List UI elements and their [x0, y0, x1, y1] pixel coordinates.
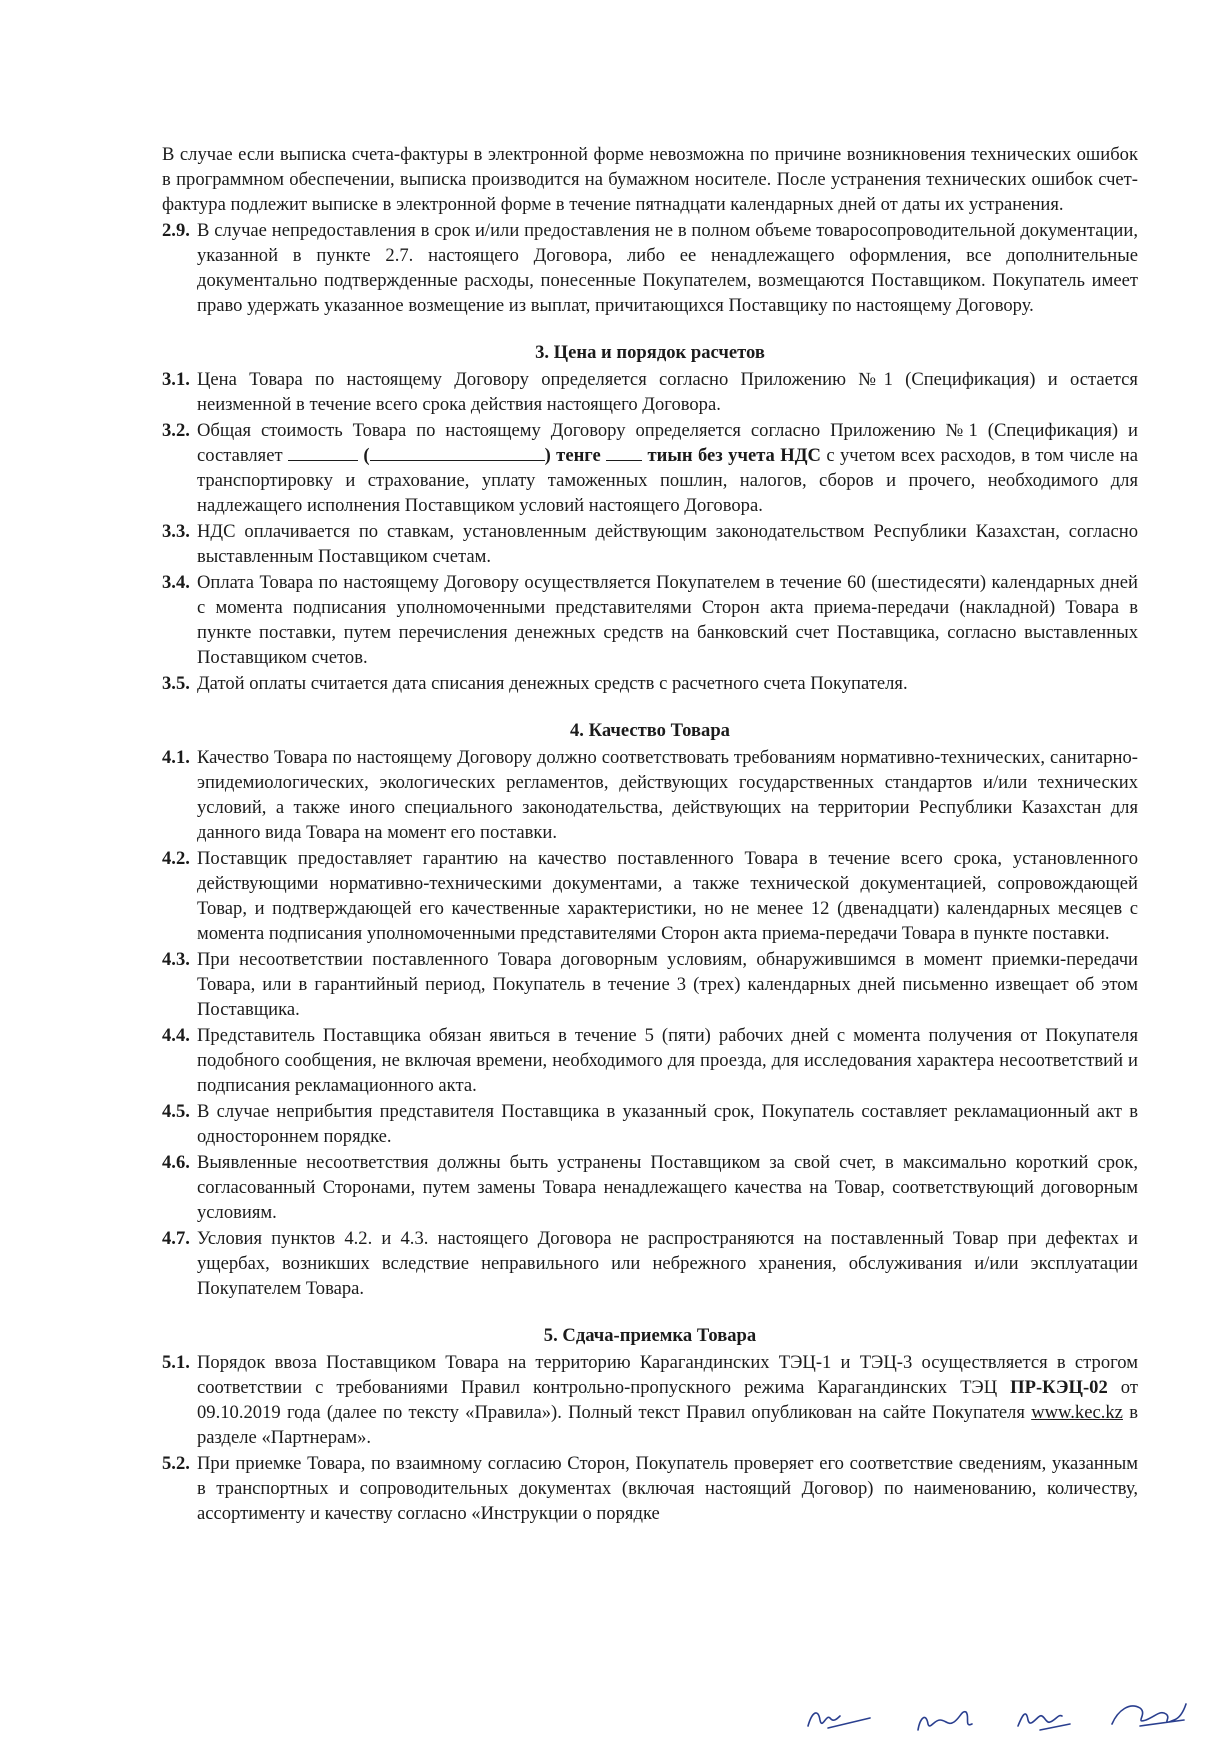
- clause-number: 3.3.: [162, 521, 190, 542]
- rules-code: ПР-КЭЦ-02: [1010, 1377, 1108, 1398]
- clause-text-e: с учетом всех расходов, в том числе на транспортировку и страхование, уплату таможенных пошлин, налогов, сборов и прочего, необходимого для надлежащего исполнения Поставщиком условий настоящего Договора.: [197, 445, 1138, 516]
- website-link[interactable]: www.kec.kz: [1031, 1402, 1123, 1423]
- clause-number: 3.1.: [162, 369, 190, 390]
- amount-blank: [288, 445, 358, 461]
- clause-3-5: [162, 671, 1138, 696]
- clause-number: 4.4.: [162, 1025, 190, 1046]
- section-5-heading: 5. Сдача-приемка Товара: [543, 1325, 757, 1346]
- clause-number: 3.5.: [162, 673, 190, 694]
- section-4-heading: 4. Качество Товара: [570, 720, 730, 741]
- signature-1: [808, 1713, 870, 1728]
- clause-number: 4.5.: [162, 1101, 190, 1122]
- clause-text-a: Общая стоимость Товара по настоящему Договору определяется согласно Приложению №1 (Спецификация) и составляет: [197, 420, 1138, 466]
- amount-words-blank: [370, 445, 545, 461]
- clause-2-9: [162, 218, 1138, 318]
- clause-4-2: [162, 846, 1138, 946]
- clause-text: Выявленные несоответствия должны быть устранены Поставщиком за свой счет, в максимально короткий срок, согласованный Сторонами, путем замены Товара ненадлежащего качества на Товар, соответствующий договорным условиям.: [197, 1152, 1138, 1223]
- clause-text: При приемке Товара, по взаимному согласию Сторон, Покупатель проверяет его соответствие сведениям, указанным в транспортных и сопроводительных документах (включая настоящий Договор) по наименованию, количеству, ассортименту и качеству согласно «Инструкции о порядке: [197, 1453, 1138, 1524]
- clause-number: 4.7.: [162, 1228, 190, 1249]
- clause-text-d: тиын без учета НДС: [647, 445, 821, 466]
- clause-number: 4.1.: [162, 747, 190, 768]
- clause-5-2: [162, 1451, 1138, 1526]
- intro-paragraph: В случае если выписка счета-фактуры в электронной форме невозможна по причине возникновения технических ошибок в программном обеспечении, выписка производится на бумажном носителе. После устранения технических ошибок счет-фактура подлежит выписке в электронной форме в течение пятнадцати календарных дней от даты их устранения.: [162, 144, 1138, 215]
- clause-text: В случае непредоставления в срок и/или предоставления не в полном объеме товаросопроводительной документации, указанной в пункте 2.7. настоящего Договора, либо ее ненадлежащего оформления, все дополнительные документально подтвержденные расходы, понесенные Покупателем, возмещаются Поставщиком. Покупатель имеет право удержать указанное возмещение из выплат, причитающихся Поставщику по настоящему Договору.: [197, 220, 1138, 316]
- clause-number: 3.4.: [162, 572, 190, 593]
- clause-4-4: [162, 1023, 1138, 1098]
- clause-text: НДС оплачивается по ставкам, установленным действующим законодательством Республики Казахстан, согласно выставленным Поставщиком счетам.: [197, 521, 1138, 567]
- tiyn-blank: [606, 445, 642, 461]
- clause-4-6: [162, 1150, 1138, 1225]
- clause-number: 2.9.: [162, 220, 190, 241]
- clause-4-1: [162, 745, 1138, 845]
- signature-marks: [800, 1690, 1200, 1738]
- clause-3-1: [162, 367, 1138, 417]
- clause-text: Качество Товара по настоящему Договору должно соответствовать требованиям нормативно-технических, санитарно-эпидемиологических, экологических регламентов, действующих государственных стандартов и/или технических условий, а также иного специального законодательства, действующих на территории Республики Казахстан для данного вида Товара на момент его поставки.: [197, 747, 1138, 843]
- clause-3-2: [162, 418, 1138, 518]
- clause-number: 3.2.: [162, 420, 190, 441]
- clause-text: Представитель Поставщика обязан явиться в течение 5 (пяти) рабочих дней с момента получения от Покупателя подобного сообщения, не включая времени, необходимого для проезда, для исследования характера несоответствий и подписания рекламационного акта.: [197, 1025, 1138, 1096]
- clause-text-b: (: [363, 445, 370, 466]
- clause-3-4: [162, 570, 1138, 670]
- clause-4-5: [162, 1099, 1138, 1149]
- clause-text: Поставщик предоставляет гарантию на качество поставленного Товара в течение всего срока, установленного действующими нормативно-техническими документами, а также технической документацией, сопровождающей Товар, и подтверждающей его качественные характеристики, но не менее 12 (двенадцати) календарных месяцев с момента подписания уполномоченными представителями Сторон акта приема-передачи Товара в пункте поставки.: [197, 848, 1138, 944]
- clause-text-c: ) тенге: [544, 445, 601, 466]
- clause-4-3: [162, 947, 1138, 1022]
- clause-text: В случае неприбытия представителя Поставщика в указанный срок, Покупатель составляет рекламационный акт в одностороннем порядке.: [197, 1101, 1138, 1147]
- clause-text-c: в разделе «Партнерам».: [197, 1402, 1138, 1448]
- clause-text: Оплата Товара по настоящему Договору осуществляется Покупателем в течение 60 (шестидесяти) календарных дней с момента подписания уполномоченными представителями Сторон акта приема-передачи (накладной) Товара в пункте поставки, путем перечисления денежных средств на банковский счет Поставщика, согласно выставленных Поставщиком счетов.: [197, 572, 1138, 668]
- document-body: [162, 142, 1138, 1526]
- initials-signatures: [800, 1690, 1200, 1738]
- clause-text-a: Порядок ввоза Поставщиком Товара на территорию Карагандинских ТЭЦ-1 и ТЭЦ-3 осуществляется в строгом соответствии с требованиями Правил контрольно-пропускного режима Карагандинских ТЭЦ: [197, 1352, 1138, 1398]
- clause-number: 5.1.: [162, 1352, 190, 1373]
- section-3-heading: 3. Цена и порядок расчетов: [535, 342, 765, 363]
- signature-2: [918, 1712, 972, 1730]
- clause-number: 4.3.: [162, 949, 190, 970]
- signature-3: [1018, 1714, 1070, 1730]
- clause-text: Цена Товара по настоящему Договору определяется согласно Приложению №1 (Спецификация) и остается неизменной в течение всего срока действия настоящего Договора.: [197, 369, 1138, 415]
- clause-4-7: [162, 1226, 1138, 1301]
- clause-5-1: [162, 1350, 1138, 1450]
- clause-number: 4.6.: [162, 1152, 190, 1173]
- clause-text: При несоответствии поставленного Товара договорным условиям, обнаружившимся в момент приемки-передачи Товара, или в гарантийный период, Покупатель в течение 3 (трех) календарных дней письменно извещает об этом Поставщика.: [197, 949, 1138, 1020]
- clause-text: Условия пунктов 4.2. и 4.3. настоящего Договора не распространяются на поставленный Товар при дефектах и ущербах, возникших вследствие неправильного или небрежного хранения, обслуживания и/или эксплуатации Покупателем Товара.: [197, 1228, 1138, 1299]
- clause-text: Датой оплаты считается дата списания денежных средств с расчетного счета Покупателя.: [197, 673, 908, 694]
- clause-3-3: [162, 519, 1138, 569]
- clause-number: 4.2.: [162, 848, 190, 869]
- clause-number: 5.2.: [162, 1453, 190, 1474]
- signature-4: [1112, 1704, 1186, 1726]
- clause-text-b: от 09.10.2019 года (далее по тексту «Правила»). Полный текст Правил опубликован на сайте Покупателя: [197, 1377, 1138, 1423]
